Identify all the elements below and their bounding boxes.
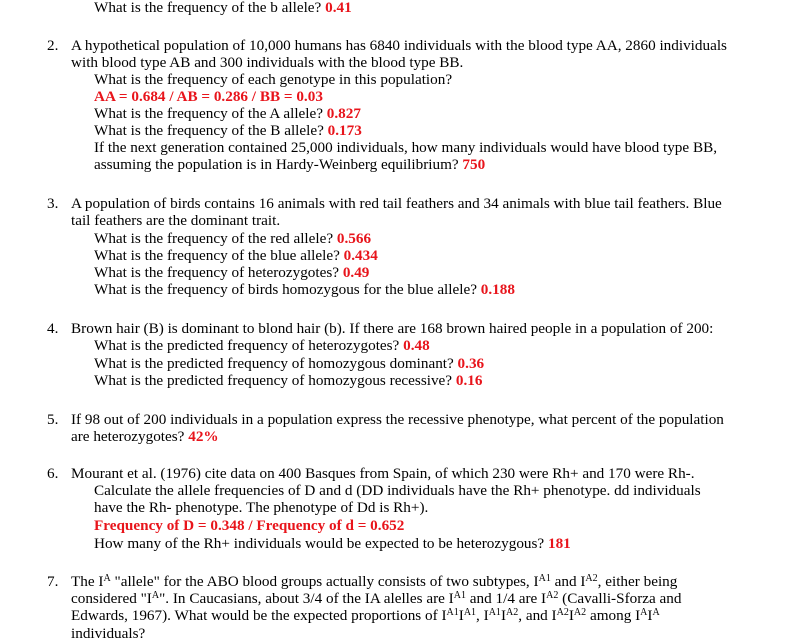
q2-sub-1-question: What is the frequency of each genotype in this population?	[94, 71, 453, 88]
q3-sub-3-question: What is the frequency of heterozygotes?	[94, 264, 340, 281]
q2-number: 2.	[47, 37, 59, 54]
q3-sub-2-answer: 0.434	[343, 247, 378, 264]
q4-sub-1-answer: 0.48	[403, 337, 430, 354]
q2-sub-4-question: What is the frequency of the B allele?	[94, 122, 324, 139]
q5-answer: 42%	[188, 428, 219, 445]
q4-sub-1	[94, 337, 430, 355]
q4-sub-3-question: What is the predicted frequency of homozygous recessive?	[94, 372, 453, 389]
q3-sub-1-answer: 0.566	[336, 230, 372, 247]
q3-sub-2-question: What is the frequency of the blue allele?	[94, 247, 340, 264]
q6-sub-1: Calculate the allele frequencies of D and d (DD individuals have the Rh+ phenotype. dd individuals	[94, 482, 701, 499]
q2-sub-6-question: assuming the population is in Hardy-Weinberg equilibrium?	[94, 156, 459, 173]
q2-sub-3	[94, 105, 361, 123]
q7-number: 7.	[47, 573, 59, 590]
q1-tail-question: What is the frequency of the b allele?	[94, 0, 322, 16]
q5-number: 5.	[47, 411, 59, 428]
q2-sub-5-question: If the next generation contained 25,000 individuals, how many individuals would have blood type BB,	[94, 139, 717, 156]
q4-sub-3	[94, 372, 482, 390]
q1-tail-line	[94, 0, 352, 17]
q3-sub-3	[94, 264, 369, 282]
q3-sub-4	[94, 281, 515, 299]
q2-sub-4	[94, 122, 362, 140]
q4-sub-2	[94, 355, 484, 373]
q6-sub-3	[94, 535, 571, 553]
q4-number: 4.	[47, 320, 59, 337]
q3-text-line-1: A population of birds contains 16 animals with red tail feathers and 34 animals with blue tail feathers. Blue	[71, 195, 722, 212]
q1-tail-answer: 0.41	[325, 0, 352, 16]
q2-sub-3-answer: 0.827	[326, 105, 361, 122]
q4-text-line-1: Brown hair (B) is dominant to blond hair (b). If there are 168 brown haired people in a population of 200:	[71, 320, 714, 337]
q6-answer-1: Frequency of D = 0.348 / Frequency of d = 0.652	[94, 517, 405, 534]
q7-text-line-1: The $I^A$ "allele" for the ABO blood groups actually consists of two subtypes, $I^{A1}$ and $I^{A2}$, either being	[71, 573, 678, 590]
q6-sub-2: have the Rh- phenotype. The phenotype of Dd is Rh+).	[94, 499, 429, 516]
q3-sub-4-answer: 0.188	[480, 281, 515, 298]
q2-sub-5	[94, 139, 717, 157]
q3-sub-4-question: What is the frequency of birds homozygous for the blue allele?	[94, 281, 477, 298]
q2-sub-4-answer: 0.173	[327, 122, 362, 139]
q4-sub-2-answer: 0.36	[457, 355, 485, 372]
q6-number: 6.	[47, 465, 59, 482]
q7-text-line-2: considered "$I^A$". In Caucasians, about 3/4 of the IA alelles are $I^{A1}$ and 1/4 are $I^{A2}$ (Cavalli-Sforza and	[71, 590, 682, 607]
q6-text-line-1: Mourant et al. (1976) cite data on 400 Basques from Spain, of which 230 were Rh+ and 170 were Rh-.	[71, 465, 695, 482]
q2-genotype-answer: AA = 0.684 / AB = 0.286 / BB = 0.03	[94, 88, 323, 105]
q2-sub-3-question: What is the frequency of the A allele?	[94, 105, 323, 122]
q2-sub-6	[94, 156, 485, 174]
q2-text-line-1: A hypothetical population of 10,000 humans has 6840 individuals with the blood type AA, 2860 individuals	[71, 37, 727, 54]
q5-text-line-2	[71, 428, 219, 446]
q5-text-line-1: If 98 out of 200 individuals in a population express the recessive phenotype, what percent of the population	[71, 411, 724, 428]
q3-text-line-2: tail feathers are the dominant trait.	[71, 212, 281, 229]
q4-sub-1-question: What is the predicted frequency of heterozygotes?	[94, 337, 400, 354]
q7-text-line-3: Edwards, 1967). What would be the expected proportions of $I^{A1}I^{A1}$, $I^{A1}I^{A2}$, and $I^{A2}I^{A2}$ among $I^AI^A$	[71, 607, 660, 624]
q6-sub-3-question: How many of the Rh+ individuals would be expected to be heterozygous?	[94, 535, 545, 552]
q2-sub-2	[94, 88, 323, 106]
q2-text-line-2: with blood type AB and 300 individuals with the blood type BB.	[71, 54, 464, 71]
q4-sub-3-answer: 0.16	[455, 372, 483, 389]
q2-sub-6-answer: 750	[462, 156, 486, 173]
q7-text-line-4-cut: individuals?	[71, 625, 146, 642]
q3-sub-1	[94, 230, 371, 248]
q3-sub-3-answer: 0.49	[342, 264, 370, 281]
q3-number: 3.	[47, 195, 59, 212]
q3-sub-2	[94, 247, 378, 265]
q5-question-end: are heterozygotes?	[71, 428, 185, 445]
q6-answer-2: 181	[547, 535, 571, 552]
q2-sub-1	[94, 71, 452, 89]
q3-sub-1-question: What is the frequency of the red allele?	[94, 230, 334, 247]
q4-sub-2-question: What is the predicted frequency of homozygous dominant?	[94, 355, 454, 372]
